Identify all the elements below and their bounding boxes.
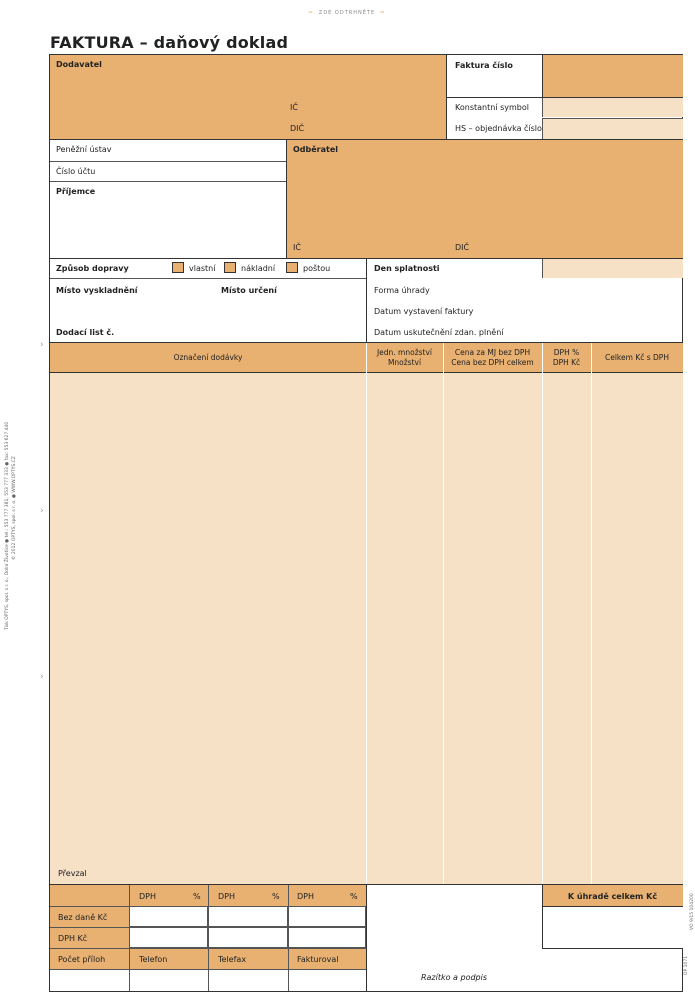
transport-own-label: vlastní (189, 264, 216, 273)
customer-ic-label: IČ (293, 243, 301, 252)
fold-mark-icon: › (40, 672, 44, 682)
pct-label-1: % (193, 892, 201, 901)
constant-symbol-field[interactable] (542, 98, 683, 117)
received-label: Převzal (58, 869, 87, 878)
recipient-label: Příjemce (56, 187, 96, 196)
taxable-date-label: Datum uskutečnění zdan. plnění (374, 328, 504, 337)
vat-field-2[interactable] (208, 927, 288, 948)
transport-post-checkbox[interactable] (286, 262, 298, 273)
bank-institution-label: Peněžní ústav (56, 145, 112, 154)
payment-form-label: Forma úhrady (374, 286, 430, 295)
printer-web: © 2012 OPTYS, spol. s r. o. ● WWW.OPTYS.CZ (12, 456, 17, 560)
supplier-box[interactable] (50, 55, 446, 139)
form-code-2: VO 9/15 104200 (690, 893, 695, 930)
base-field-3[interactable] (288, 906, 366, 927)
total-due-label: K úhradě celkem Kč (567, 892, 658, 901)
base-field-2[interactable] (208, 906, 288, 927)
vat-field-3[interactable] (288, 927, 366, 948)
col-price-header: Cena za MJ bez DPH Cena bez DPH celkem (451, 348, 534, 367)
customer-dic-label: DIČ (455, 243, 470, 252)
transport-label: Způsob dopravy (56, 264, 129, 273)
constant-symbol-label: Konstantní symbol (455, 103, 529, 112)
due-date-label: Den splatnosti (374, 264, 440, 273)
pct-label-2: % (272, 892, 280, 901)
dispatch-place-label: Místo vyskladnění (56, 286, 138, 295)
printer-info: Tisk OPTYS, spol. s r. o., Dolní Životice ● tel.: 553 777 381, 553 777 333 ● fax: 553 627 440 (5, 421, 10, 630)
supplier-dic-label: DIČ (290, 124, 305, 133)
transport-freight-checkbox[interactable] (224, 262, 236, 273)
transport-own-checkbox[interactable] (172, 262, 184, 273)
vat-label: DPH Kč (58, 934, 88, 943)
due-date-field[interactable] (542, 259, 683, 278)
invoice-number-field[interactable] (542, 55, 683, 97)
col-item-header: Označení dodávky (173, 353, 243, 362)
base-label: Bez daně Kč (58, 913, 108, 922)
account-label: Číslo účtu (56, 167, 96, 176)
customer-box[interactable] (286, 140, 683, 258)
page-title: FAKTURA – daňový doklad (50, 33, 289, 52)
fold-mark-icon: › (40, 340, 44, 350)
invoiced-by-label: Fakturoval (297, 955, 339, 964)
form-code: OP 1071 (684, 955, 689, 975)
customer-heading: Odběratel (293, 145, 339, 154)
destination-label: Místo určení (221, 286, 277, 295)
pct-label-3: % (350, 892, 358, 901)
fax-label: Telefax (218, 955, 247, 964)
transport-post-label: poštou (303, 264, 331, 273)
col-vat-header: DPH % DPH Kč (552, 348, 581, 367)
dph-label-2: DPH (218, 892, 235, 901)
phone-label: Telefon (139, 955, 168, 964)
attachments-label: Počet příloh (58, 955, 106, 964)
transport-freight-label: nákladní (241, 264, 276, 273)
dph-label-1: DPH (139, 892, 156, 901)
supplier-ic-label: IČ (290, 103, 298, 112)
col-qty-header: Jedn. množství Množství (376, 348, 433, 367)
supplier-heading: Dodavatel (56, 60, 102, 69)
stamp-signature-label: Razítko a podpis (420, 973, 488, 982)
fold-mark-icon: › (40, 506, 44, 516)
dph-label-3: DPH (297, 892, 314, 901)
delivery-note-label: Dodací list č. (56, 328, 115, 337)
issue-date-label: Datum vystavení faktury (374, 307, 474, 316)
invoice-number-label: Faktura číslo (455, 61, 513, 70)
base-field-1[interactable] (129, 906, 208, 927)
tear-off-line: ✂ ZDE ODTRHNĚTE ✂ (308, 10, 386, 16)
total-due-field[interactable] (542, 907, 683, 949)
vat-field-1[interactable] (129, 927, 208, 948)
order-ref-label: HS – objednávka číslo (455, 124, 542, 133)
order-ref-field[interactable] (542, 118, 683, 139)
col-total-header: Celkem Kč s DPH (605, 353, 669, 362)
